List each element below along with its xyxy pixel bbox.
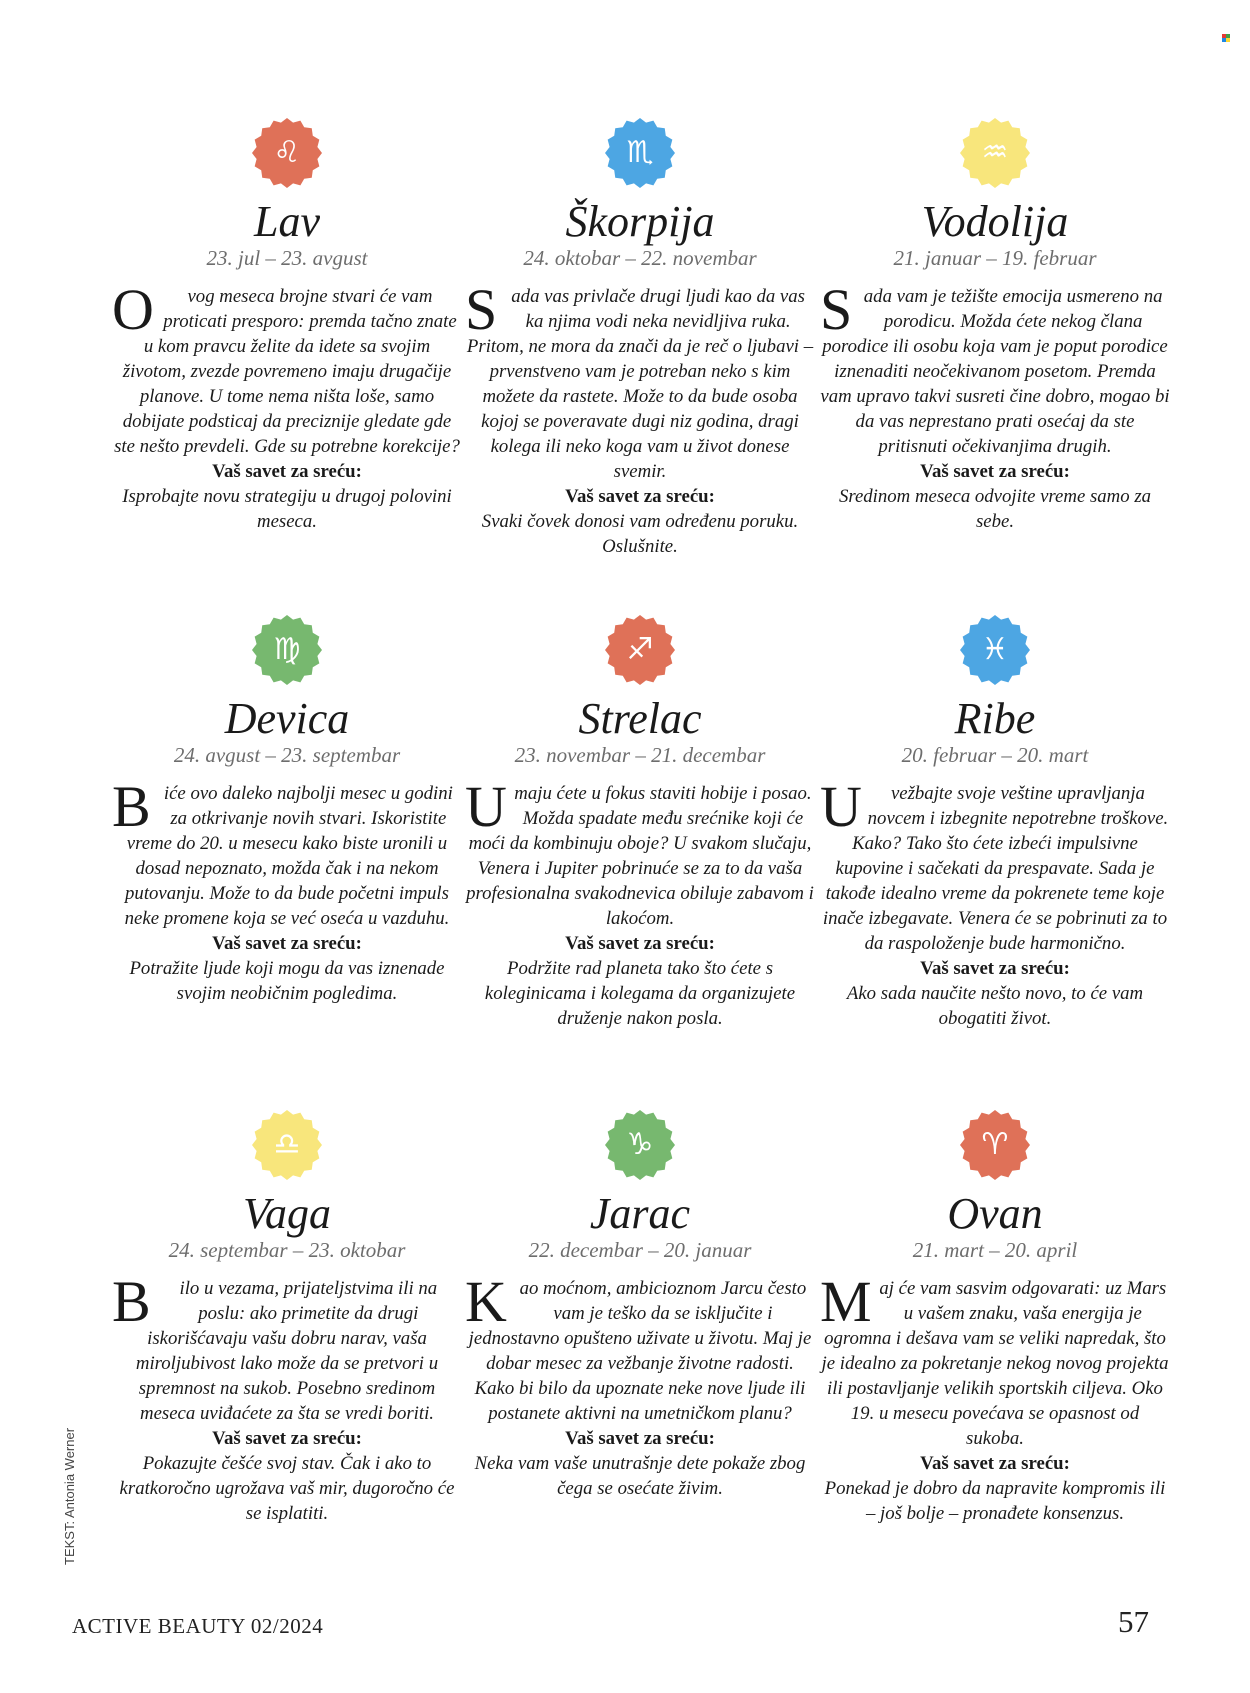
sign-dates: 21. januar – 19. februar bbox=[893, 246, 1097, 270]
sign-name: Škorpija bbox=[565, 197, 715, 246]
drop-cap: S bbox=[820, 277, 853, 342]
horoscope-text: iće ovo daleko najbolji mesec u godini za otkrivanje novih stvari. Iskoristite vreme do 20. u mesecu kako biste uronili u dosad nepoznato, možda čak i na nekom putovanju. Može to da bude početni impuls neke promene koja se već oseća u vazduhu. bbox=[124, 783, 453, 929]
libra-icon bbox=[252, 1110, 322, 1180]
advice-text: Neka vam vaše unutrašnje dete pokaže zbog čega se osećate živim. bbox=[474, 1453, 806, 1499]
sign-glyph: ♓ bbox=[981, 632, 1009, 667]
sign-glyph: ♍ bbox=[273, 632, 301, 667]
sign-vaga bbox=[112, 1110, 462, 1526]
sign-name: Vodolija bbox=[921, 197, 1069, 246]
advice-label: Vaš savet za sreću: bbox=[920, 958, 1070, 979]
sign-dates: 24. avgust – 23. septembar bbox=[173, 743, 401, 767]
sign-name: Ribe bbox=[954, 694, 1036, 743]
sign-dates: 21. mart – 20. april bbox=[912, 1238, 1078, 1262]
footer-magazine-issue: ACTIVE BEAUTY 02/2024 bbox=[72, 1614, 324, 1638]
advice-label: Vaš savet za sreću: bbox=[565, 486, 715, 507]
sign-body bbox=[465, 1269, 815, 1501]
sign-name: Ovan bbox=[947, 1189, 1043, 1238]
advice-label: Vaš savet za sreću: bbox=[920, 1453, 1070, 1474]
sign-glyph: ♑ bbox=[626, 1127, 654, 1162]
corner-color-mark bbox=[1222, 34, 1230, 42]
horoscope-text: vog meseca brojne stvari će vam proticati presporo: premda tačno znate u kom pravcu želite da idete sa svojim životom, zvezde povremeno imaju drugačije planove. U tome nema ništa loše, samo dobijate podsticaj da preciznije gledate gde ste nešto prevdeli. Gde su potrebne korekcije? bbox=[114, 286, 460, 457]
sign-body bbox=[820, 774, 1170, 1031]
sign-body bbox=[465, 277, 815, 559]
horoscope-text: aj će vam sasvim odgovarati: uz Mars u vašem znaku, vaša energija je ogromna i dešava vam se veliki napredak, što je idealno za pokretanje nekog novog projekta ili postavljanje velikih sportskih ciljeva. Oko 19. u mesecu povećava se opasnost od sukoba. bbox=[821, 1278, 1169, 1449]
sign-glyph: ♐ bbox=[626, 632, 654, 667]
sign-ovan bbox=[820, 1110, 1170, 1526]
capricorn-icon bbox=[605, 1110, 675, 1180]
sign-glyph: ♏ bbox=[626, 135, 654, 170]
sign-jarac bbox=[465, 1110, 815, 1501]
aries-icon bbox=[960, 1110, 1030, 1180]
advice-label: Vaš savet za sreću: bbox=[212, 933, 362, 954]
advice-text: Ponekad je dobro da napravite kompromis ili – još bolje – pronađete konsenzus. bbox=[824, 1478, 1166, 1524]
advice-label: Vaš savet za sreću: bbox=[565, 1428, 715, 1449]
footer-page-number: 57 bbox=[1118, 1604, 1149, 1639]
sign-name: Devica bbox=[224, 694, 350, 743]
sign-body bbox=[820, 277, 1170, 534]
sign-dates: 23. jul – 23. avgust bbox=[206, 246, 368, 270]
advice-label: Vaš savet za sreću: bbox=[212, 461, 362, 482]
aquarius-icon bbox=[960, 118, 1030, 188]
sign-glyph: ♒ bbox=[981, 135, 1009, 170]
drop-cap: K bbox=[465, 1269, 507, 1334]
sign-dates: 23. novembar – 21. decembar bbox=[514, 743, 766, 767]
drop-cap: U bbox=[820, 774, 862, 839]
sign-name: Vaga bbox=[243, 1189, 331, 1238]
sign-glyph: ♌ bbox=[273, 135, 301, 170]
drop-cap: B bbox=[112, 1269, 151, 1334]
horoscope-text: ao moćnom, ambicioznom Jarcu često vam je teško da se isključite i jednostavno opušteno uživate u životu. Maj je dobar mesec za vežbanje životne radosti. Kako bi bilo da upoznate neke nove ljude ili postanete aktivni na umetničkom planu? bbox=[468, 1278, 812, 1424]
advice-label: Vaš savet za sreću: bbox=[212, 1428, 362, 1449]
leo-icon bbox=[252, 118, 322, 188]
sign-devica bbox=[112, 615, 462, 1006]
sign-vodolija bbox=[820, 118, 1170, 534]
sagittarius-icon bbox=[605, 615, 675, 685]
drop-cap: M bbox=[820, 1269, 872, 1334]
horoscope-text: ilo u vezama, prijateljstvima ili na poslu: ako primetite da drugi iskorišćavaju vašu dobru narav, vaša miroljubivost lako može da se pretvori u spremnost na sukob. Posebno sredinom meseca uviđaćete za šta se vredi boriti. bbox=[135, 1278, 439, 1424]
advice-label: Vaš savet za sreću: bbox=[920, 461, 1070, 482]
sign-body bbox=[112, 774, 462, 1006]
sign-body bbox=[112, 1269, 462, 1526]
scorpio-icon bbox=[605, 118, 675, 188]
sign-glyph: ♈ bbox=[981, 1127, 1009, 1162]
sign-name: Jarac bbox=[589, 1189, 691, 1238]
sign-dates: 24. septembar – 23. oktobar bbox=[168, 1238, 406, 1262]
drop-cap: U bbox=[465, 774, 507, 839]
advice-text: Isprobajte novu strategiju u drugoj polovini meseca. bbox=[122, 486, 452, 532]
sign-body bbox=[112, 277, 462, 534]
sign-ribe bbox=[820, 615, 1170, 1031]
sign-name: Lav bbox=[254, 197, 320, 246]
advice-text: Ako sada naučite nešto novo, to će vam obogatiti život. bbox=[846, 983, 1144, 1029]
sign-korpija bbox=[465, 118, 815, 559]
sign-dates: 22. decembar – 20. januar bbox=[528, 1238, 752, 1262]
sign-strelac bbox=[465, 615, 815, 1031]
horoscope-text: ada vas privlače drugi ljudi kao da vas ka njima vodi neka nevidljiva ruka. Pritom, ne mora da znači da je reč o ljubavi – prvenstveno vam je potreban neko s kim možete da rastete. Može to da bude osoba kojoj se poveravate dugi niz godina, dragi kolega ili neko koga vam u život donese svemir. bbox=[466, 286, 814, 482]
advice-text: Sredinom meseca odvojite vreme samo za sebe. bbox=[838, 486, 1152, 532]
advice-text: Pokazujte češće svoj stav. Čak i ako to kratkoročno ugrožava vaš mir, dugoročno će se isplatiti. bbox=[119, 1453, 455, 1524]
text-credit: TEKST: Antonia Werner bbox=[62, 1427, 77, 1565]
advice-label: Vaš savet za sreću: bbox=[565, 933, 715, 954]
sign-body bbox=[465, 774, 815, 1031]
drop-cap: S bbox=[465, 277, 498, 342]
sign-lav bbox=[112, 118, 462, 534]
advice-text: Podržite rad planeta tako što ćete s koleginicama i kolegama da organizujete druženje nakon posla. bbox=[484, 958, 796, 1029]
virgo-icon bbox=[252, 615, 322, 685]
drop-cap: B bbox=[112, 774, 151, 839]
horoscope-text: ada vam je težište emocija usmereno na porodicu. Možda ćete nekog člana porodice ili osobu koja vam je poput porodice iznenaditi neočekivanom posetom. Premda vam upravo takvi susreti čine dobro, mogao bi da vas neprestano prati osećaj da ste pritisnuti očekivanjima drugih. bbox=[820, 286, 1170, 457]
sign-glyph: ♎ bbox=[273, 1127, 301, 1162]
sign-dates: 24. oktobar – 22. novembar bbox=[523, 246, 757, 270]
drop-cap: O bbox=[112, 277, 154, 342]
horoscope-text: vežbajte svoje veštine upravljanja novcem i izbegnite nepotrebne troškove. Kako? Tako što ćete izbeći impulsivne kupovine i sačekati da prespavate. Sada je takođe idealno vreme da pokrenete teme koje inače izbegavate. Venera će se pobrinuti za to da raspoloženje bude harmonično. bbox=[822, 783, 1169, 954]
pisces-icon bbox=[960, 615, 1030, 685]
advice-text: Svaki čovek donosi vam određenu poruku. Oslušnite. bbox=[481, 511, 799, 557]
advice-text: Potražite ljude koji mogu da vas iznenade svojim neobičnim pogledima. bbox=[129, 958, 445, 1004]
sign-name: Strelac bbox=[578, 694, 702, 743]
sign-dates: 20. februar – 20. mart bbox=[901, 743, 1089, 767]
horoscope-text: maju ćete u fokus staviti hobije i posao. Možda spadate među srećnike koji će moći da kombinuju oboje? U svakom slučaju, Venera i Jupiter pobrinuće se za to da vaša profesionalna svakodnevica obiluje zabavom i lakoćom. bbox=[466, 783, 814, 929]
sign-body bbox=[820, 1269, 1170, 1526]
